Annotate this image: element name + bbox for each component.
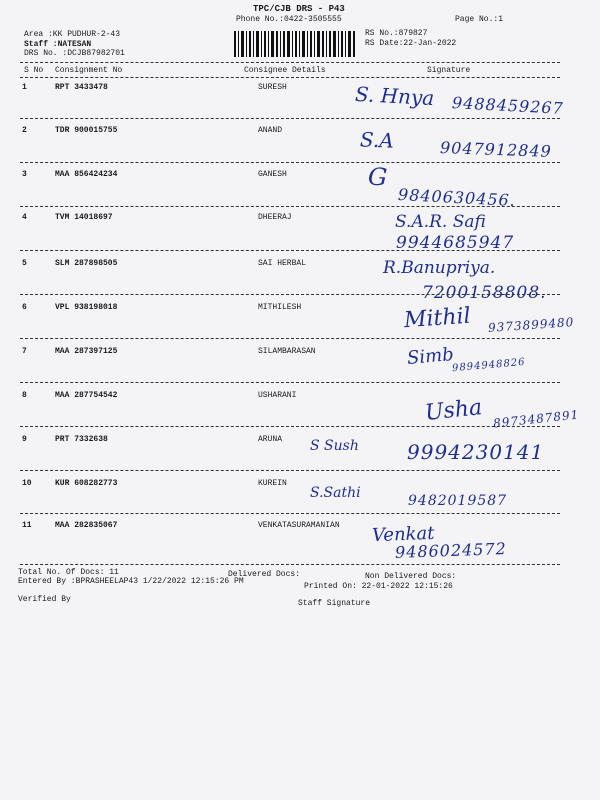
printed-on: Printed On: 22-01-2022 12:15:26: [304, 582, 453, 591]
column-sno: S No: [24, 66, 44, 75]
header-rule-top: [20, 62, 560, 63]
row-consignment-no: RPT 3433478: [55, 83, 108, 92]
row-consignee: MITHILESH: [258, 303, 302, 312]
row-consignment-no: PRT 7332638: [55, 435, 108, 444]
row-receiver-phone: 9047912849: [439, 138, 553, 161]
row-consignment-no: TVM 14018697: [55, 213, 113, 222]
drs-number: DRS No. :DCJB87982701: [24, 49, 125, 58]
page-number: Page No.:1: [455, 15, 504, 24]
delivered-docs: Delivered Docs:: [228, 570, 301, 579]
row-receiver-phone: 9994230141: [407, 440, 545, 464]
row-receiver-phone: 8973487891: [492, 407, 580, 431]
row-separator: [20, 426, 560, 427]
row-sno: 9: [22, 435, 27, 444]
row-consignee: SURESH: [258, 83, 287, 92]
row-receiver-phone: 9482019587: [408, 493, 508, 509]
row-receiver-phone: 9373899480: [487, 315, 575, 335]
row-receiver-phone: 9486024572: [394, 539, 508, 562]
row-separator: [20, 118, 560, 119]
area-label: Area :KK PUDHUR-2-43: [24, 30, 121, 39]
row-separator: [20, 294, 560, 295]
row-signature: Simb: [406, 344, 455, 369]
verified-by: Verified By: [18, 595, 71, 604]
row-sno: 8: [22, 391, 27, 400]
row-consignee: VENKATASURAMANIAN: [258, 521, 340, 530]
row-separator: [20, 470, 560, 471]
row-sno: 7: [22, 347, 27, 356]
row-receiver-phone: 7200158808.: [422, 283, 547, 303]
row-receiver-phone: 9894948826: [451, 356, 526, 375]
row-receiver-phone: 9488459267: [451, 93, 565, 118]
header-rule-bottom: [20, 77, 560, 78]
rs-date: RS Date:22-Jan-2022: [365, 39, 457, 48]
phone-number: Phone No.:0422-3505555: [236, 15, 342, 24]
row-consignee: SILAMBARASAN: [258, 347, 316, 356]
row-consignment-no: MAA 287754542: [55, 391, 118, 400]
row-sno: 2: [22, 126, 27, 135]
row-consignment-no: KUR 608282773: [55, 479, 118, 488]
column-consignment: Consignment No: [55, 66, 123, 75]
row-consignee: USHARANI: [258, 391, 297, 400]
row-receiver-phone: 9840630456.: [397, 184, 517, 211]
row-consignment-no: TDR 900015755: [55, 126, 118, 135]
barcode: [233, 30, 357, 58]
row-signature: Mithil: [403, 303, 472, 334]
row-signature: S.Sathi: [310, 485, 361, 501]
row-consignment-no: MAA 856424234: [55, 170, 118, 179]
row-signature: S.A.R. Safi: [395, 212, 486, 232]
rs-number: RS No.:879827: [365, 29, 428, 38]
row-separator: [20, 513, 560, 514]
row-consignee: SAI HERBAL: [258, 259, 307, 268]
document-title: TPC/CJB DRS - P43: [253, 4, 345, 14]
row-sno: 10: [22, 479, 32, 488]
row-consignment-no: SLM 287898505: [55, 259, 118, 268]
row-signature: Usha: [423, 395, 484, 426]
row-signature: Venkat: [371, 522, 435, 547]
row-separator: [20, 338, 560, 339]
row-consignment-no: MAA 282835067: [55, 521, 118, 530]
staff-label: Staff :NATESAN: [24, 40, 92, 49]
row-separator: [20, 250, 560, 251]
row-sno: 1: [22, 83, 27, 92]
row-consignee: ANAND: [258, 126, 283, 135]
row-separator: [20, 206, 560, 207]
row-sno: 6: [22, 303, 27, 312]
row-separator: [20, 382, 560, 383]
footer-rule: [20, 564, 560, 565]
row-signature: G: [367, 162, 388, 192]
row-signature: S.A: [359, 127, 395, 153]
row-consignee: KUREIN: [258, 479, 287, 488]
row-receiver-phone: 9944685947: [396, 233, 515, 253]
row-sno: 11: [22, 521, 32, 530]
row-consignee: ARUNA: [258, 435, 283, 444]
non-delivered-docs: Non Delivered Docs:: [365, 572, 457, 581]
column-consignee: Consignee Details: [244, 66, 326, 75]
row-signature: S Sush: [310, 438, 359, 454]
row-signature: S. Hnya: [354, 81, 435, 111]
row-sno: 3: [22, 170, 27, 179]
row-sno: 4: [22, 213, 27, 222]
row-consignee: DHEERAJ: [258, 213, 292, 222]
row-separator: [20, 162, 560, 163]
entered-by: Entered By :BPRASHEELAP43 1/22/2022 12:15:26 PM: [18, 577, 244, 586]
row-consignment-no: MAA 287397125: [55, 347, 118, 356]
staff-signature: Staff Signature: [298, 599, 371, 608]
total-docs: Total No. Of Docs: 11: [18, 568, 119, 577]
row-consignee: GANESH: [258, 170, 287, 179]
row-signature: R.Banupriya.: [383, 258, 496, 278]
row-sno: 5: [22, 259, 27, 268]
row-consignment-no: VPL 938198018: [55, 303, 118, 312]
column-signature: Signature: [427, 66, 471, 75]
